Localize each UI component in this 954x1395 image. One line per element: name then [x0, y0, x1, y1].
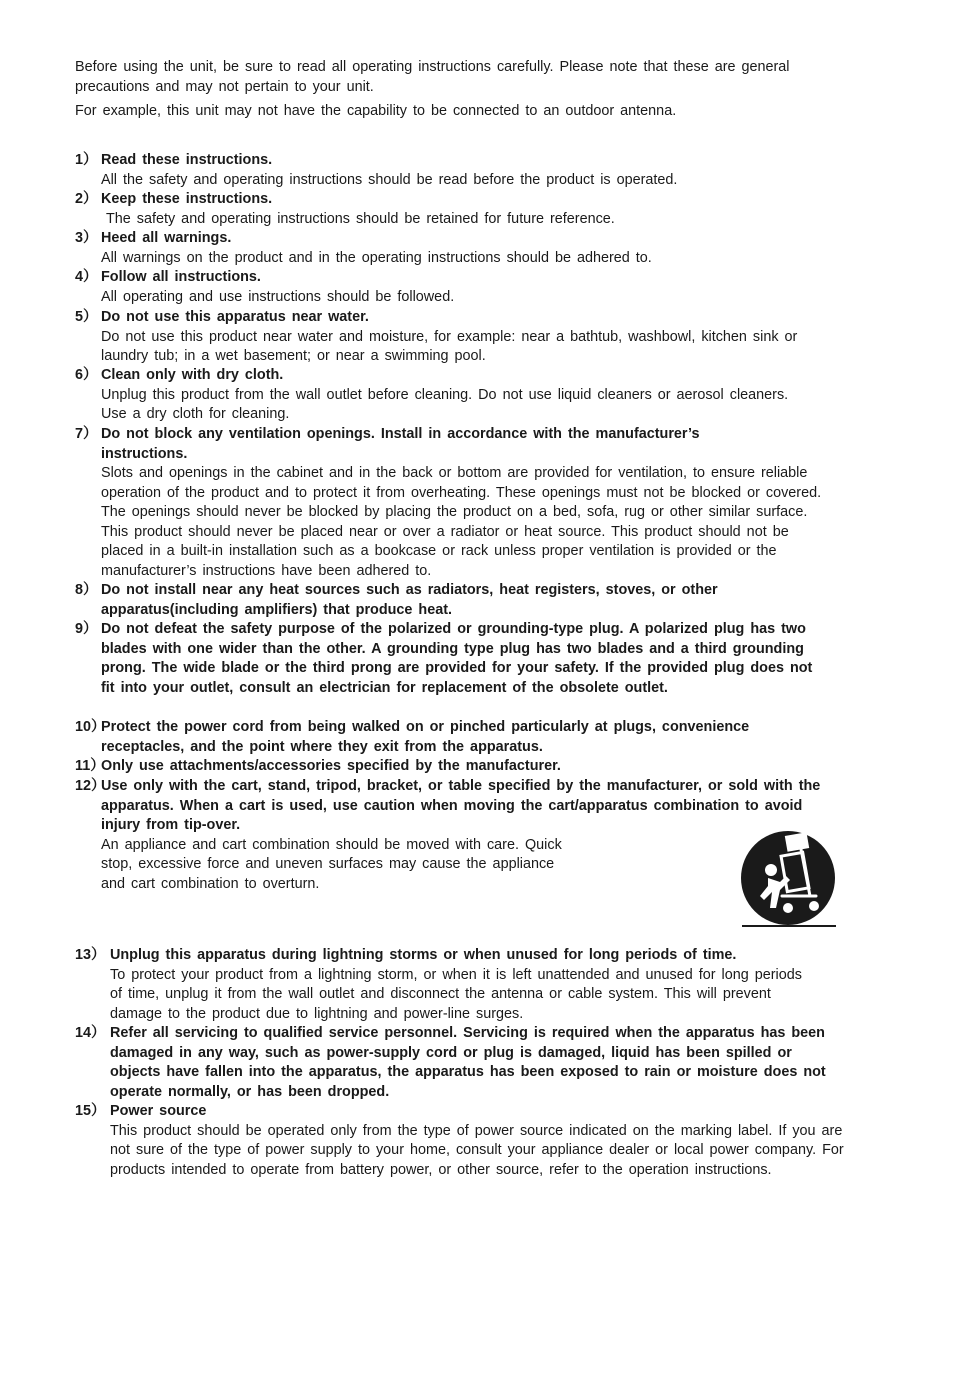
item-heading: Heed all warnings. [101, 230, 232, 246]
intro-line-2: For example, this unit may not have the capability to be connected to an outdoor antenna. [75, 103, 677, 119]
instruction-14 [75, 1024, 845, 1102]
item-number: 10） [75, 719, 106, 735]
item-number: 15） [75, 1103, 106, 1119]
instruction-9 [75, 620, 845, 698]
item-number: 3） [75, 230, 98, 246]
item-heading: Do not defeat the safety purpose of the polarized or grounding-type plug. A polarized plug has two blades with one wider than the other. A grounding type plug has two blades and a third grounding prong. The wide blade or the third prong are provided for your safety. If the provided plug does not fit into your outlet, consult an electrician for replacement of the obsolete outlet. [101, 621, 813, 696]
item-heading: Only use attachments/accessories specified by the manufacturer. [101, 758, 561, 774]
intro [75, 58, 835, 122]
item-body: All the safety and operating instructions should be read before the product is operated. [101, 171, 678, 188]
item-body: Unplug this product from the wall outlet before cleaning. Do not use liquid cleaners or aerosol cleaners. Use a dry cloth for cleaning. [101, 386, 789, 422]
instruction-4 [75, 268, 845, 307]
instruction-6 [75, 366, 845, 425]
instruction-12 [75, 777, 845, 894]
item-number: 12） [75, 778, 106, 794]
instruction-3 [75, 229, 845, 268]
item-body: All warnings on the product and in the operating instructions should be adhered to. [101, 249, 652, 266]
item-number: 4） [75, 269, 98, 285]
item-number: 8） [75, 582, 98, 598]
instruction-11 [75, 757, 845, 777]
item-number: 11） [75, 758, 105, 774]
item-heading: Protect the power cord from being walked on or pinched particularly at plugs, convenience receptacles, and the point where they exit from the apparatus. [101, 719, 750, 755]
item-number: 7） [75, 426, 98, 442]
item-body: This product should be operated only from the type of power source indicated on the marking label. If you are not sure of the type of power supply to your home, consult your appliance dealer or local power company. For products intended to operate from battery power, or other source, refer to the operation instructions. [110, 1122, 844, 1178]
cart-tip-over-warning-icon [738, 826, 838, 930]
item-heading: Refer all servicing to qualified service personnel. Servicing is required when the apparatus has been damaged in any way, such as power-supply cord or plug is damaged, liquid has been spilled or objects have fallen into the apparatus, the apparatus has been exposed to rain or moisture does not operate normally, or has been dropped. [110, 1025, 826, 1100]
item-number: 6） [75, 367, 98, 383]
item-heading: Do not install near any heat sources such as radiators, heat registers, stoves, or other apparatus(including amplifiers) that produce heat. [101, 582, 718, 618]
item-number: 5） [75, 309, 98, 325]
instruction-1 [75, 151, 845, 190]
item-number: 1） [75, 152, 98, 168]
item-body: An appliance and cart combination should be moved with care. Quick stop, excessive force and uneven surfaces may cause the appliance and cart combination to overturn. [101, 836, 562, 892]
item-number: 2） [75, 191, 98, 207]
item-number: 13） [75, 947, 106, 963]
instruction-10 [75, 718, 845, 757]
instruction-13 [75, 946, 845, 1024]
instruction-2 [75, 190, 845, 229]
item-heading: Unplug this apparatus during lightning storms or when unused for long periods of time. [110, 947, 737, 963]
item-heading: Follow all instructions. [101, 269, 261, 285]
item-number: 14） [75, 1025, 106, 1041]
item-body: Slots and openings in the cabinet and in the back or bottom are provided for ventilation, to ensure reliable operation of the product and to protect it from overheating. These openings must not be blocked or covered. The openings should never be blocked by placing the product on a bed, sofa, rug or other similar surface. This product should never be placed near or over a radiator or heat source. This product should not be placed in a built-in installation such as a bookcase or rack unless proper ventilation is provided or the manufacturer’s instructions have been adhered to. [101, 465, 822, 579]
item-heading: Power source [110, 1103, 207, 1119]
instruction-15 [75, 1102, 845, 1180]
item-heading: Do not use this apparatus near water. [101, 309, 369, 325]
item-heading: Keep these instructions. [101, 191, 273, 207]
item-body: To protect your product from a lightning storm, or when it is left unattended and unused for long periods of time, unplug it from the wall outlet and disconnect the antenna or cable system. This will prevent damage to the product due to lightning and power-line surges. [110, 966, 802, 1022]
item-body: Do not use this product near water and moisture, for example: near a bathtub, washbowl, kitchen sink or laundry tub; in a wet basement; or near a swimming pool. [101, 328, 798, 364]
item-heading: Use only with the cart, stand, tripod, bracket, or table specified by the manufacturer, or sold with the apparatus. When a cart is used, use caution when moving the cart/apparatus combination to avoid injury from tip-over. [101, 778, 821, 833]
item-body: All operating and use instructions should be followed. [101, 288, 455, 305]
instruction-8 [75, 581, 845, 620]
instruction-7 [75, 425, 845, 581]
item-body: The safety and operating instructions should be retained for future reference. [106, 210, 615, 227]
item-heading: Clean only with dry cloth. [101, 367, 284, 383]
instruction-5 [75, 308, 845, 367]
item-heading: Do not block any ventilation openings. Install in accordance with the manufacturer’s instructions. [101, 426, 700, 462]
item-number: 9） [75, 621, 98, 637]
intro-line-1: Before using the unit, be sure to read all operating instructions carefully. Please note that these are general precautions and may not pertain to your unit. [75, 59, 790, 95]
item-heading: Read these instructions. [101, 152, 273, 168]
